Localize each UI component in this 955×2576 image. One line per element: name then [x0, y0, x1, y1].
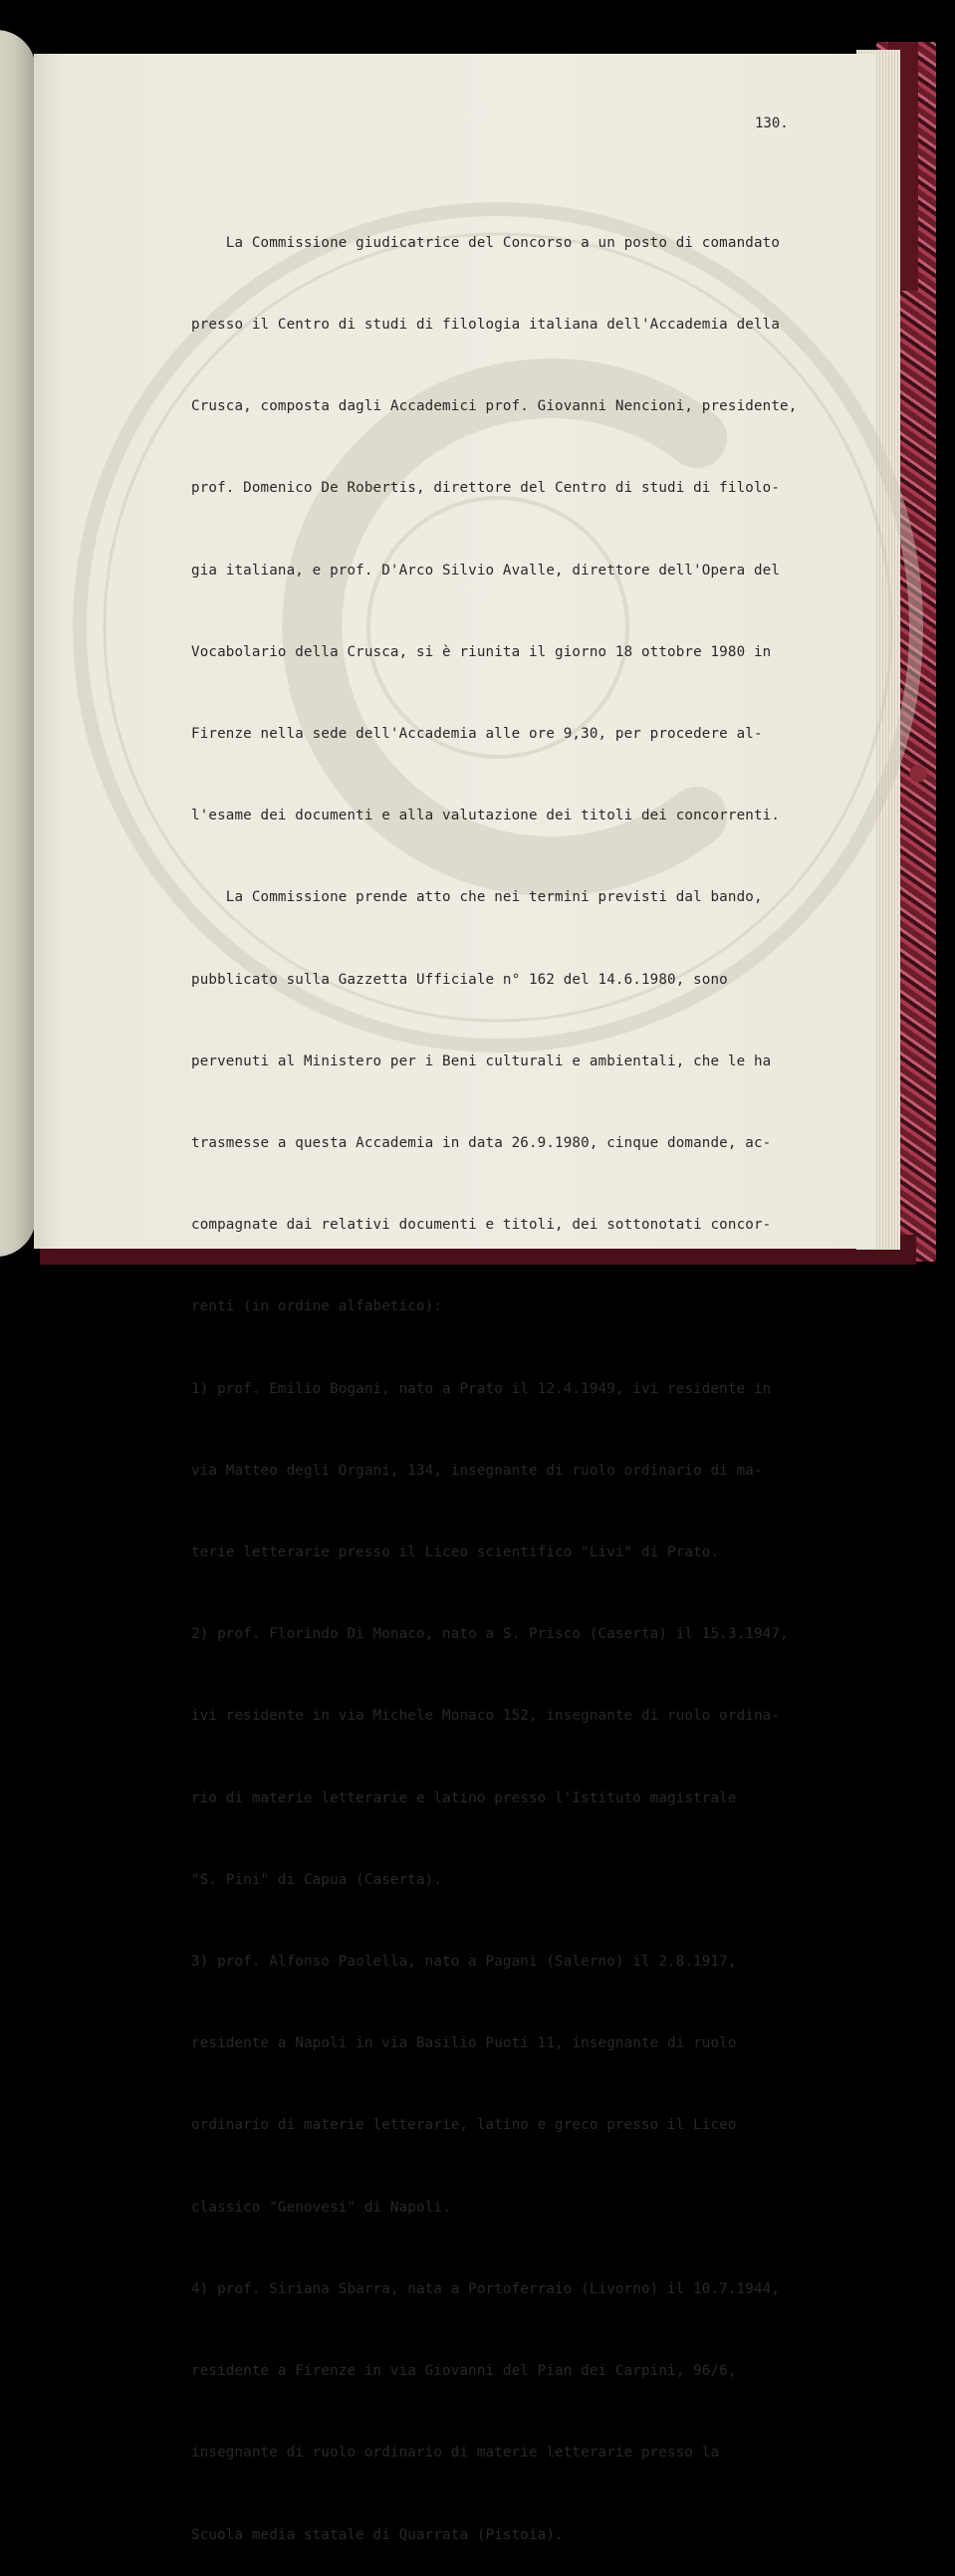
text-line: presso il Centro di studi di filologia italiana dell'Accademia della [191, 317, 781, 334]
text-line: compagnate dai relativi documenti e titoli, dei sottonotati concor- [191, 1217, 772, 1234]
typed-text-body [191, 175, 829, 2576]
text-line: residente a Napoli in via Basilio Puoti 11, insegnante di ruolo [191, 2035, 737, 2052]
text-line: La Commissione giudicatrice del Concorso a un posto di comandato [191, 234, 781, 251]
text-line: Vocabolario della Crusca, si è riunita il giorno 18 ottobre 1980 in [191, 643, 772, 660]
text-line: via Matteo degli Organi, 134, insegnante di ruolo ordinario di ma- [191, 1462, 763, 1479]
text-line: La Commissione prende atto che nei termini previsti dal bando, [191, 889, 763, 906]
text-line: 3) prof. Alfonso Paolella, nato a Pagani (Salerno) il 2.8.1917, [191, 1954, 737, 1971]
text-line: ordinario di materie letterarie, latino e greco presso il Liceo [191, 2117, 737, 2134]
text-line: 4) prof. Siriana Sbarra, nata a Portoferraio (Livorno) il 10.7.1944, [191, 2280, 781, 2297]
text-line: gia italiana, e prof. D'Arco Silvio Avalle, direttore dell'Opera del [191, 562, 781, 579]
text-line: Scuola media statale di Quarrata (Pistoia). [191, 2526, 564, 2543]
text-line: trasmesse a questa Accademia in data 26.9.1980, cinque domande, ac- [191, 1135, 772, 1152]
text-line: residente a Firenze in via Giovanni del Pian dei Carpini, 96/6, [191, 2363, 737, 2380]
text-line: rio di materie letterarie e latino presso l'Istituto magistrale [191, 1789, 737, 1806]
text-line: prof. Domenico De Robertis, direttore del Centro di studi di filolo- [191, 480, 781, 497]
text-line: terie letterarie presso il Liceo scientifico "Livi" di Prato. [191, 1544, 720, 1561]
text-line: "S. Pini" di Capua (Caserta). [191, 1871, 443, 1888]
facing-page-edge [0, 30, 36, 1257]
text-line: renti (in ordine alfabetico): [191, 1298, 443, 1315]
text-line: l'esame dei documenti e alla valutazione dei titoli dei concorrenti. [191, 808, 781, 824]
text-line: Firenze nella sede dell'Accademia alle ore 9,30, per procedere al- [191, 726, 763, 743]
text-line: Crusca, composta dagli Accademici prof. Giovanni Nencioni, presidente, [191, 398, 798, 415]
text-line: 2) prof. Florindo Di Monaco, nato a S. Prisco (Caserta) il 15.3.1947, [191, 1626, 789, 1643]
page-number: 130. [755, 116, 789, 131]
text-line: insegnante di ruolo ordinario di materie letterarie presso la [191, 2445, 720, 2461]
text-line: 1) prof. Emilio Bogani, nato a Prato il 12.4.1949, ivi residente in [191, 1380, 772, 1397]
text-line: ivi residente in via Michele Monaco 152, insegnante di ruolo ordina- [191, 1708, 781, 1725]
text-line: pubblicato sulla Gazzetta Ufficiale n° 162 del 14.6.1980, sono [191, 971, 728, 988]
text-line: pervenuti al Ministero per i Beni culturali e ambientali, che le ha [191, 1053, 772, 1069]
text-line: classico "Genovesi" di Napoli. [191, 2199, 451, 2216]
